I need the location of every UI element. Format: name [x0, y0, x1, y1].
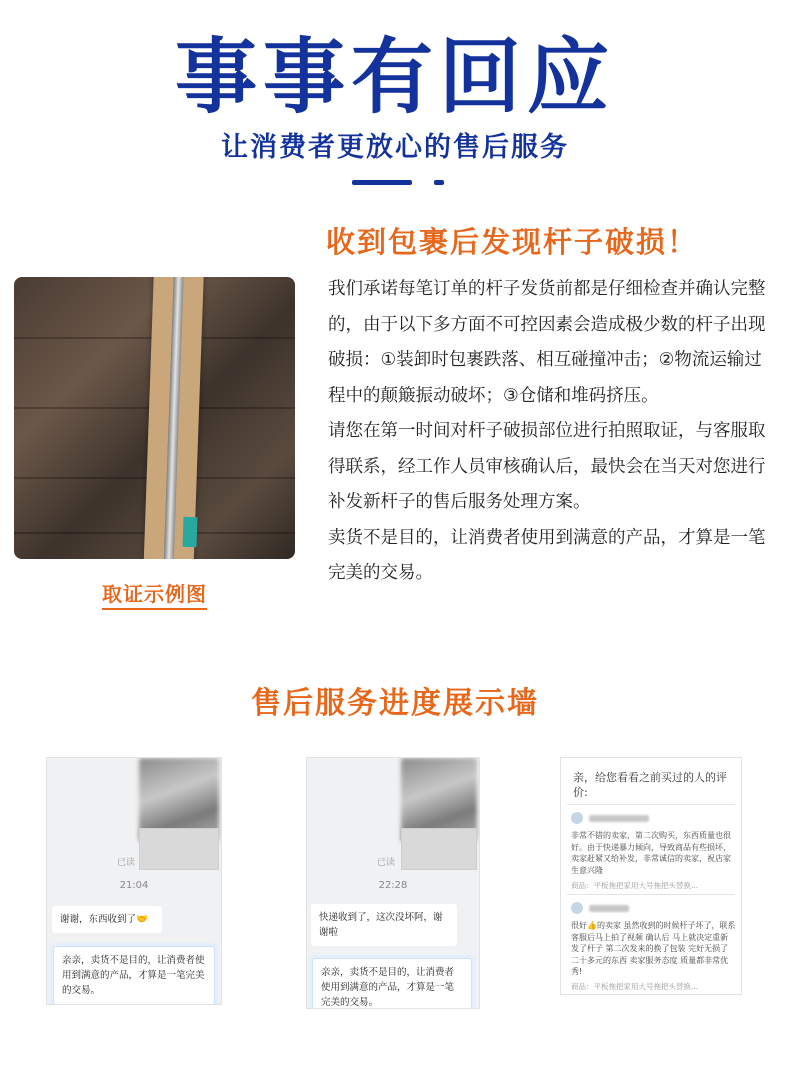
review-divider — [567, 894, 735, 895]
review-product: 商品：平板拖把家用大号拖把头替换... — [571, 982, 699, 991]
page-title: 事事有回应 — [174, 30, 615, 125]
pole-connector — [182, 517, 197, 547]
chat-time: 21:04 — [119, 880, 149, 891]
chat-screenshot — [306, 757, 480, 1009]
review-text: 非常不错的卖家，第二次购买，东西质量也很好。由于快递暴力倾向，导致商品有些损坏，卖家赶紧又给补发，非常诚信的卖家，祝店家生意兴隆 — [571, 831, 731, 875]
title-divider-long — [352, 180, 412, 185]
damage-description — [328, 272, 774, 592]
reviewer-avatar — [571, 812, 583, 824]
seller-message: 亲亲，卖货不是目的，让消费者使用到满意的产品，才算是一笔完美的交易。 — [53, 946, 215, 1005]
seller-message: 亲亲，卖货不是目的，让消费者使用到满意的产品，才算是一笔完美的交易。 — [312, 958, 472, 1009]
damage-paragraph: 我们承诺每笔订单的杆子发货前都是仔细检查并确认完整的，由于以下多方面不可控因素会造成极少数的杆子出现破损：①装卸时包裹跌落、相互碰撞冲击；②物流运输过程中的颠簸振动破坏；③仓储和堆码挤压。 — [328, 279, 766, 406]
evidence-caption-text: 取证示例图 — [102, 582, 207, 610]
review-heading: 亲，给您看看之前买过的人的评价: — [573, 771, 727, 799]
evidence-caption — [14, 578, 295, 607]
reviewer-name-blurred — [589, 905, 629, 912]
review-text: 很好👍的卖家 虽然收到的时候杆子坏了，联系客服后马上拍了视频 确认后 马上就决定重新发了杆子 第二次发来的换了包装 完好无损了 二十多元的东西 卖家服务态度 质量都非常优秀! — [571, 921, 736, 976]
damage-paragraph: 卖货不是目的，让消费者使用到满意的产品，才算是一笔完美的交易。 — [328, 527, 766, 583]
review-divider — [567, 804, 735, 805]
blurred-label-card — [401, 828, 477, 870]
evidence-photo — [14, 277, 295, 559]
title-divider-short — [434, 180, 444, 185]
page-subtitle: 让消费者更放心的售后服务 — [221, 132, 569, 163]
wall-heading: 售后服务进度展示墙 — [251, 686, 539, 721]
customer-message: 快递收到了，这次没坏阿，谢谢啦 — [311, 904, 457, 946]
review-screenshot — [560, 757, 742, 995]
chat-screenshot — [46, 757, 222, 1005]
reviewer-avatar — [571, 902, 583, 914]
reviewer-name-blurred — [589, 815, 649, 822]
chat-time: 22:28 — [378, 880, 408, 891]
review-product: 商品：平板拖把家用大号拖把头替换... — [571, 881, 699, 890]
damage-paragraph: 请您在第一时间对杆子破损部位进行拍照取证，与客服取得联系，经工作人员审核确认后，最快会在当天对您进行补发新杆子的售后服务处理方案。 — [328, 421, 766, 512]
customer-message: 谢谢，东西收到了🤝 — [52, 906, 162, 933]
read-status: 已读 — [117, 858, 136, 868]
read-status: 已读 — [377, 858, 396, 868]
blurred-label-card — [139, 828, 219, 870]
damage-heading: 收到包裹后发现杆子破损！ — [326, 225, 699, 259]
